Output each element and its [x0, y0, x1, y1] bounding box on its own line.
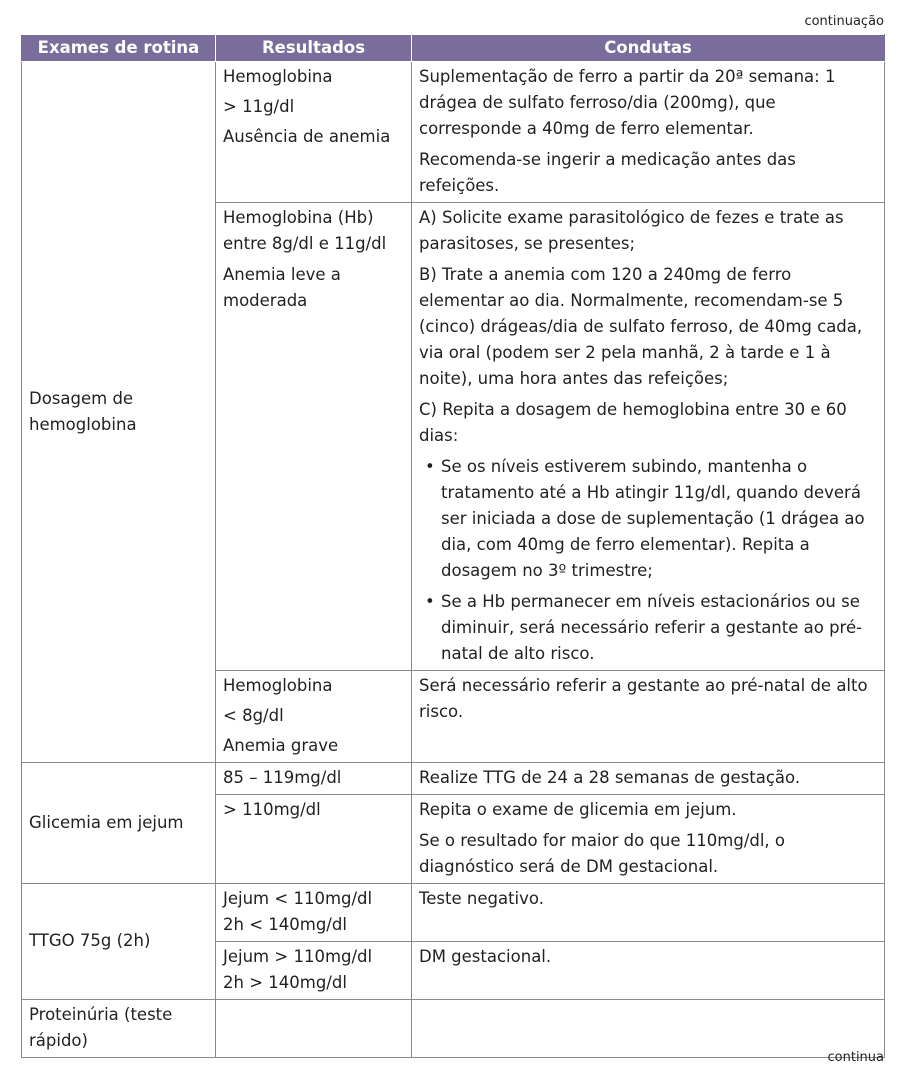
result-cell: [216, 1000, 412, 1058]
exam-cell-hemoglobin: Dosagem de hemoglobina: [22, 62, 216, 763]
bullet-icon: •: [425, 592, 435, 611]
conduct-paragraph: Se o resultado for maior do que 110mg/dl, o diagnóstico será de DM gestacional.: [419, 831, 786, 876]
bullet-text: Se os níveis estiverem subindo, mantenha o tratamento até a Hb atingir 11g/dl, quando deverá ser iniciada a dose de suplementação (1 drágea ao dia, com 40mg de ferro elementar). Repita a dosagem no 3º trimestre;: [441, 457, 865, 580]
result-line: < 8g/dl: [223, 706, 284, 725]
result-line: > 11g/dl: [223, 97, 295, 116]
header-results: Resultados: [216, 35, 412, 62]
exam-cell-proteinuria: Proteinúria (teste rápido): [22, 1000, 216, 1058]
continuation-note-bottom: continua: [827, 1050, 884, 1065]
conduct-cell: [412, 671, 885, 763]
result-line: Anemia grave: [223, 736, 339, 755]
table-row: [22, 763, 885, 795]
result-line: Hemoglobina (Hb) entre 8g/dl e 11g/dl: [223, 208, 387, 253]
result-cell: [216, 203, 412, 671]
table-row: [22, 884, 885, 942]
conduct-paragraph: Será necessário referir a gestante ao pré-natal de alto risco.: [419, 676, 868, 721]
conduct-paragraph: C) Repita a dosagem de hemoglobina entre 30 e 60 dias:: [419, 400, 847, 445]
conduct-paragraph: A) Solicite exame parasitológico de fezes e trate as parasitoses, se presentes;: [419, 208, 844, 253]
result-line: Jejum > 110mg/dl: [223, 947, 373, 966]
conduct-cell: Teste negativo.: [412, 884, 885, 942]
conduct-bullet-list: [419, 454, 877, 667]
bullet-text: Se a Hb permanecer em níveis estacionários ou se diminuir, será necessário referir a gestante ao pré-natal de alto risco.: [441, 592, 863, 663]
exam-cell-glycemia: Glicemia em jejum: [22, 763, 216, 884]
continuation-note-top: continuação: [804, 14, 884, 29]
routine-exams-table: [21, 34, 885, 1058]
table-row: [22, 1000, 885, 1058]
table-header-row: [22, 35, 885, 62]
conduct-paragraph: B) Trate a anemia com 120 a 240mg de ferro elementar ao dia. Normalmente, recomendam-se 5 (cinco) drágeas/dia de sulfato ferroso, de 40mg cada, via oral (podem ser 2 pela manhã, 2 à tarde e 1 à noite), uma hora antes das refeições;: [419, 265, 863, 388]
result-line: Anemia leve a moderada: [223, 265, 341, 310]
conduct-cell: [412, 62, 885, 203]
conduct-cell: [412, 203, 885, 671]
header-conducts: Condutas: [412, 35, 885, 62]
result-line-compact: 2h < 140mg/dl: [223, 915, 347, 934]
header-exams: Exames de rotina: [22, 35, 216, 62]
result-line-compact: 2h > 140mg/dl: [223, 973, 347, 992]
table-row: [22, 62, 885, 203]
list-item: [419, 454, 877, 584]
result-line: Hemoglobina: [223, 67, 333, 86]
conduct-cell: [412, 1000, 885, 1058]
result-cell: [216, 62, 412, 203]
conduct-paragraph: Recomenda-se ingerir a medicação antes das refeições.: [419, 150, 796, 195]
conduct-paragraph: Suplementação de ferro a partir da 20ª semana: 1 drágea de sulfato ferroso/dia (200mg), que corresponde a 40mg de ferro elementar.: [419, 67, 836, 138]
result-line: Ausência de anemia: [223, 127, 391, 146]
result-cell: > 110mg/dl: [216, 795, 412, 884]
exam-cell-ttgo: TTGO 75g (2h): [22, 884, 216, 1000]
result-cell: 85 – 119mg/dl: [216, 763, 412, 795]
result-cell: [216, 884, 412, 942]
conduct-paragraph: Realize TTG de 24 a 28 semanas de gestação.: [419, 768, 801, 787]
result-cell: [216, 671, 412, 763]
conduct-paragraph: Repita o exame de glicemia em jejum.: [419, 800, 737, 819]
list-item: [419, 589, 877, 667]
conduct-cell: [412, 795, 885, 884]
result-line: Jejum < 110mg/dl: [223, 889, 373, 908]
result-line: Hemoglobina: [223, 676, 333, 695]
conduct-cell: [412, 763, 885, 795]
bullet-icon: •: [425, 457, 435, 476]
conduct-cell: DM gestacional.: [412, 942, 885, 1000]
result-cell: [216, 942, 412, 1000]
